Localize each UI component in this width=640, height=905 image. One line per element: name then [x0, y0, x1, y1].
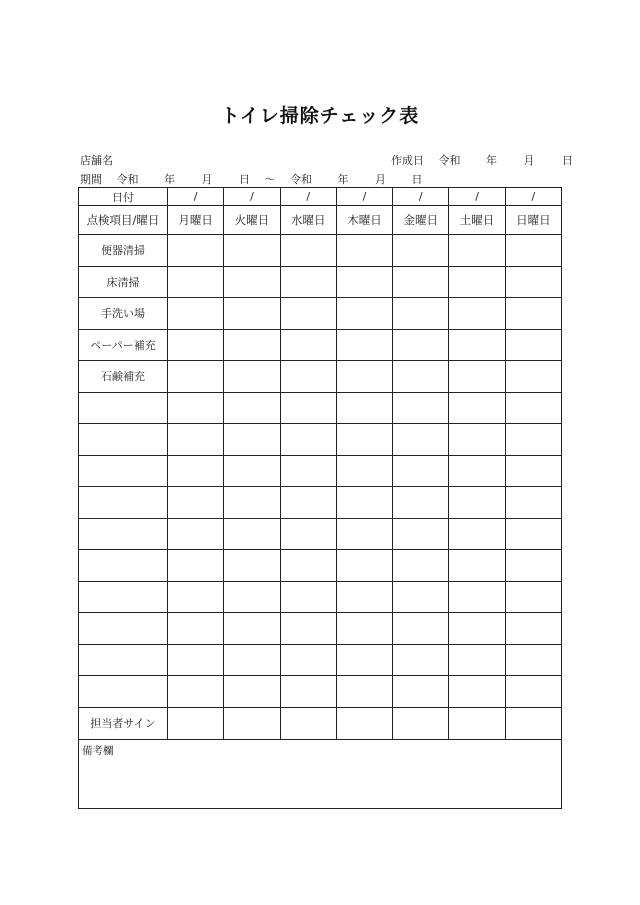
check-cell-fri[interactable]: [393, 581, 449, 613]
check-cell-thu[interactable]: [336, 329, 392, 361]
item-label-cell: [79, 424, 168, 456]
check-cell-mon[interactable]: [168, 644, 224, 676]
check-cell-wed[interactable]: [280, 518, 336, 550]
table-row: [79, 487, 562, 519]
item-label-cell: [79, 581, 168, 613]
check-cell-sat[interactable]: [449, 518, 505, 550]
check-cell-sat[interactable]: [449, 298, 505, 330]
check-cell-sun[interactable]: [505, 676, 561, 708]
check-cell-tue[interactable]: [224, 392, 280, 424]
sign-cell-sat[interactable]: [449, 707, 505, 739]
check-cell-tue[interactable]: [224, 644, 280, 676]
check-cell-wed[interactable]: [280, 329, 336, 361]
table-row: [79, 581, 562, 613]
check-cell-sat[interactable]: [449, 487, 505, 519]
item-label-cell: ペーパー補充: [79, 329, 168, 361]
check-cell-sun[interactable]: [505, 329, 561, 361]
check-cell-sat[interactable]: [449, 550, 505, 582]
sign-label-cell: 担当者サイン: [79, 707, 168, 739]
table-row: [79, 613, 562, 645]
check-cell-sat[interactable]: [449, 424, 505, 456]
created-date-label: 作成日: [391, 154, 424, 167]
check-cell-sun[interactable]: [505, 235, 561, 267]
check-cell-mon[interactable]: [168, 487, 224, 519]
item-label-cell: [79, 518, 168, 550]
check-cell-wed[interactable]: [280, 361, 336, 393]
check-cell-tue[interactable]: [224, 550, 280, 582]
item-label-cell: 石鹸補充: [79, 361, 168, 393]
item-label-cell: [79, 487, 168, 519]
check-cell-mon[interactable]: [168, 518, 224, 550]
store-name-label: 店舗名: [80, 154, 113, 167]
check-cell-fri[interactable]: [393, 361, 449, 393]
period-year-start: 年: [164, 173, 175, 186]
remarks-cell[interactable]: [79, 739, 562, 808]
check-cell-sun[interactable]: [505, 613, 561, 645]
check-cell-tue[interactable]: [224, 361, 280, 393]
date-cell-sat[interactable]: /: [449, 188, 505, 206]
created-day: 日: [562, 154, 573, 167]
check-cell-wed[interactable]: [280, 424, 336, 456]
period-era-start: 令和: [116, 173, 139, 186]
check-cell-sun[interactable]: [505, 361, 561, 393]
check-cell-thu[interactable]: [336, 550, 392, 582]
sign-cell-fri[interactable]: [393, 707, 449, 739]
date-cell-wed[interactable]: /: [280, 188, 336, 206]
check-cell-thu[interactable]: [336, 424, 392, 456]
check-cell-thu[interactable]: [336, 581, 392, 613]
remarks-row: [79, 739, 562, 808]
check-cell-wed[interactable]: [280, 235, 336, 267]
item-label-cell: [79, 613, 168, 645]
check-cell-wed[interactable]: [280, 550, 336, 582]
date-cell-tue[interactable]: /: [224, 188, 280, 206]
sign-cell-thu[interactable]: [336, 707, 392, 739]
check-cell-thu[interactable]: [336, 455, 392, 487]
period-month-end: 月: [375, 173, 386, 186]
check-cell-sun[interactable]: [505, 644, 561, 676]
check-cell-fri[interactable]: [393, 644, 449, 676]
check-cell-mon[interactable]: [168, 235, 224, 267]
check-cell-fri[interactable]: [393, 487, 449, 519]
check-cell-tue[interactable]: [224, 613, 280, 645]
sign-cell-wed[interactable]: [280, 707, 336, 739]
day-header-thu: 木曜日: [336, 206, 392, 235]
check-cell-tue[interactable]: [224, 266, 280, 298]
check-cell-sat[interactable]: [449, 392, 505, 424]
date-row: [79, 188, 562, 206]
check-cell-thu[interactable]: [336, 644, 392, 676]
sign-row: [79, 707, 562, 739]
check-cell-mon[interactable]: [168, 455, 224, 487]
check-cell-tue[interactable]: [224, 455, 280, 487]
check-cell-sat[interactable]: [449, 581, 505, 613]
item-label-cell: [79, 550, 168, 582]
check-cell-tue[interactable]: [224, 676, 280, 708]
check-cell-sat[interactable]: [449, 613, 505, 645]
check-cell-tue[interactable]: [224, 487, 280, 519]
check-cell-tue[interactable]: [224, 518, 280, 550]
check-cell-thu[interactable]: [336, 361, 392, 393]
check-cell-mon[interactable]: [168, 613, 224, 645]
check-cell-sat[interactable]: [449, 361, 505, 393]
check-cell-wed[interactable]: [280, 455, 336, 487]
check-cell-sat[interactable]: [449, 266, 505, 298]
check-cell-fri[interactable]: [393, 676, 449, 708]
item-label-cell: [79, 644, 168, 676]
check-cell-wed[interactable]: [280, 487, 336, 519]
date-cell-mon[interactable]: /: [168, 188, 224, 206]
check-cell-fri[interactable]: [393, 235, 449, 267]
check-cell-tue[interactable]: [224, 424, 280, 456]
check-cell-wed[interactable]: [280, 581, 336, 613]
item-label-cell: [79, 676, 168, 708]
check-cell-mon[interactable]: [168, 424, 224, 456]
day-header-fri: 金曜日: [393, 206, 449, 235]
check-cell-wed[interactable]: [280, 266, 336, 298]
check-cell-fri[interactable]: [393, 518, 449, 550]
table-row: [79, 455, 562, 487]
period-era-end: 令和: [290, 173, 312, 186]
day-header-wed: 水曜日: [280, 206, 336, 235]
check-cell-tue[interactable]: [224, 235, 280, 267]
table-row: [79, 361, 562, 393]
period-label: 期間: [80, 173, 102, 186]
check-cell-fri[interactable]: [393, 329, 449, 361]
check-cell-fri[interactable]: [393, 613, 449, 645]
header-row: [79, 206, 562, 235]
date-cell-thu[interactable]: /: [336, 188, 392, 206]
item-label-cell: [79, 392, 168, 424]
check-cell-sat[interactable]: [449, 235, 505, 267]
period-month-start: 月: [201, 173, 213, 186]
check-cell-fri[interactable]: [393, 550, 449, 582]
item-label-cell: 手洗い場: [79, 298, 168, 330]
check-cell-thu[interactable]: [336, 613, 392, 645]
check-cell-wed[interactable]: [280, 613, 336, 645]
check-cell-sun[interactable]: [505, 550, 561, 582]
check-cell-thu[interactable]: [336, 676, 392, 708]
check-cell-sun[interactable]: [505, 266, 561, 298]
check-cell-fri[interactable]: [393, 392, 449, 424]
checklist-body: [79, 188, 562, 809]
check-cell-sat[interactable]: [449, 455, 505, 487]
check-cell-wed[interactable]: [280, 298, 336, 330]
check-cell-mon[interactable]: [168, 361, 224, 393]
table-row: [79, 644, 562, 676]
table-row: [79, 550, 562, 582]
check-cell-sat[interactable]: [449, 329, 505, 361]
check-cell-sun[interactable]: [505, 298, 561, 330]
created-month: 月: [523, 154, 535, 167]
page-title: トイレ掃除チェック表: [220, 105, 420, 127]
store-name-field: [80, 152, 113, 168]
table-row: [79, 266, 562, 298]
sign-cell-tue[interactable]: [224, 707, 280, 739]
table-row: [79, 518, 562, 550]
check-cell-sat[interactable]: [449, 644, 505, 676]
check-cell-thu[interactable]: [336, 487, 392, 519]
check-cell-sat[interactable]: [449, 676, 505, 708]
check-cell-tue[interactable]: [224, 581, 280, 613]
created-year: 年: [486, 154, 497, 167]
period-tilde: 〜: [264, 173, 276, 186]
day-header-sat: 土曜日: [449, 206, 505, 235]
check-cell-thu[interactable]: [336, 518, 392, 550]
check-cell-wed[interactable]: [280, 644, 336, 676]
table-row: [79, 392, 562, 424]
header-label-cell: 点検項目/曜日: [79, 206, 168, 235]
item-label-cell: 床清掃: [79, 266, 168, 298]
check-cell-fri[interactable]: [393, 298, 449, 330]
sign-cell-sun[interactable]: [505, 707, 561, 739]
table-row: [79, 424, 562, 456]
period-day-start: 日: [239, 173, 250, 186]
date-cell-sun[interactable]: /: [505, 188, 561, 206]
table-row: [79, 329, 562, 361]
check-cell-mon[interactable]: [168, 392, 224, 424]
created-era: 令和: [438, 154, 461, 167]
check-cell-sun[interactable]: [505, 518, 561, 550]
checklist-table: [78, 187, 562, 809]
table-row: [79, 298, 562, 330]
table-row: [79, 235, 562, 267]
check-cell-thu[interactable]: [336, 266, 392, 298]
check-cell-sun[interactable]: [505, 392, 561, 424]
check-cell-mon[interactable]: [168, 329, 224, 361]
day-header-mon: 月曜日: [168, 206, 224, 235]
item-label-cell: [79, 455, 168, 487]
check-cell-fri[interactable]: [393, 424, 449, 456]
period-year-end: 年: [337, 173, 349, 186]
check-cell-mon[interactable]: [168, 550, 224, 582]
period-field: [80, 171, 423, 187]
day-header-sun: 日曜日: [505, 206, 561, 235]
check-cell-fri[interactable]: [393, 266, 449, 298]
check-cell-sun[interactable]: [505, 455, 561, 487]
check-cell-mon[interactable]: [168, 298, 224, 330]
created-date-field: [391, 152, 573, 168]
check-cell-mon[interactable]: [168, 676, 224, 708]
check-cell-tue[interactable]: [224, 298, 280, 330]
check-cell-fri[interactable]: [393, 455, 449, 487]
date-cell-fri[interactable]: /: [393, 188, 449, 206]
table-row: [79, 676, 562, 708]
check-cell-sun[interactable]: [505, 424, 561, 456]
check-cell-thu[interactable]: [336, 298, 392, 330]
period-day-end: 日: [411, 173, 423, 186]
check-cell-mon[interactable]: [168, 266, 224, 298]
date-label-cell: 日付: [79, 188, 168, 206]
item-label-cell: 便器清掃: [79, 235, 168, 267]
remarks-label: 備考欄: [82, 744, 114, 757]
check-cell-sun[interactable]: [505, 487, 561, 519]
check-cell-tue[interactable]: [224, 329, 280, 361]
check-cell-thu[interactable]: [336, 392, 392, 424]
check-cell-mon[interactable]: [168, 581, 224, 613]
check-cell-sun[interactable]: [505, 581, 561, 613]
day-header-tue: 火曜日: [224, 206, 280, 235]
check-cell-thu[interactable]: [336, 235, 392, 267]
sign-cell-mon[interactable]: [168, 707, 224, 739]
check-cell-wed[interactable]: [280, 676, 336, 708]
check-cell-wed[interactable]: [280, 392, 336, 424]
